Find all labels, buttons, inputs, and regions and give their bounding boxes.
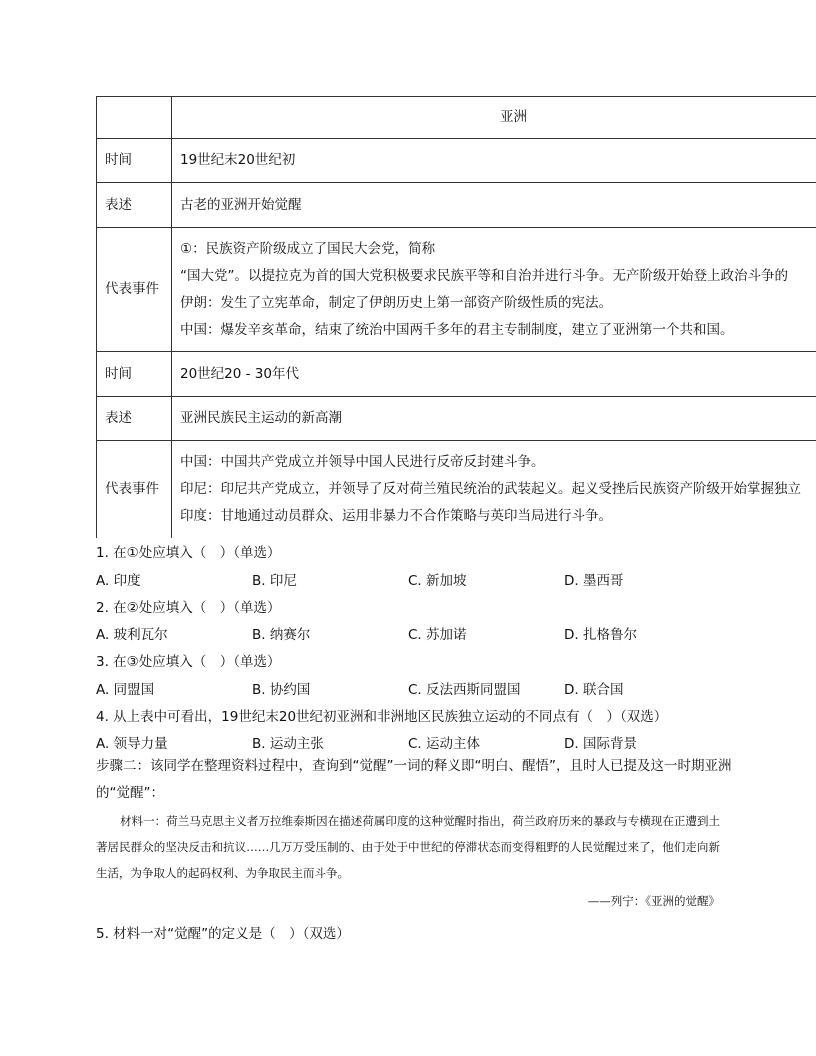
material-one: 材料一：荷兰马克思主义者万拉维泰斯因在描述荷属印度的这种觉醒时指出，荷兰政府历来的暴政与专横现在正遭到土著居民群众的坚决反击和抗议……几万万受压制的、由于处于中世纪的停滞状态而变得粗野的人民觉醒过来了，他们走向新生活，为争取人的起码权利、为争取民主而斗争。	[96, 814, 720, 880]
table-row	[97, 228, 816, 352]
row-label: 表述	[97, 183, 172, 228]
option-a[interactable]: A. 印度	[96, 573, 141, 589]
question-1: 1. 在①处应填入（ ）（单选）	[96, 545, 281, 561]
option-d[interactable]: D. 国际背景	[564, 736, 637, 752]
option-d[interactable]: D. 联合国	[564, 682, 624, 698]
row-events	[172, 228, 816, 352]
table-header-asia: 亚洲	[172, 97, 816, 139]
option-c[interactable]: C. 运动主体	[408, 736, 481, 752]
option-d[interactable]: D. 扎格鲁尔	[564, 627, 637, 643]
option-b[interactable]: B. 协约国	[252, 682, 311, 698]
table-header-row	[97, 97, 816, 139]
option-b[interactable]: B. 运动主张	[252, 736, 324, 752]
row-value: 亚洲民族民主运动的新高潮	[172, 397, 816, 441]
row-label: 时间	[97, 139, 172, 183]
row-events	[172, 441, 816, 539]
option-a[interactable]: A. 同盟国	[96, 682, 155, 698]
question-3-options	[96, 678, 816, 698]
option-a[interactable]: A. 玻利瓦尔	[96, 627, 168, 643]
table-row	[97, 183, 816, 228]
event-line: 中国：爆发辛亥革命，结束了统治中国两千多年的君主专制制度，建立了亚洲第一个共和国。	[180, 321, 734, 338]
row-label: 代表事件	[97, 441, 172, 539]
question-5: 5. 材料一对“觉醒”的定义是（ ）（双选）	[96, 926, 350, 942]
option-c[interactable]: C. 反法西斯同盟国	[408, 682, 521, 698]
table-row	[97, 441, 816, 539]
table-row	[97, 352, 816, 397]
table-row	[97, 139, 816, 183]
row-value: 20世纪20 - 30年代	[172, 352, 816, 397]
question-1-options	[96, 569, 816, 589]
event-line: 印尼：印尼共产党成立，并领导了反对荷兰殖民统治的武装起义。起义受挫后民族资产阶级开始掌握独立	[180, 481, 801, 497]
event-line: ①：民族资产阶级成立了国民大会党，简称	[180, 240, 436, 257]
option-c[interactable]: C. 苏加诺	[408, 627, 467, 643]
question-2-options	[96, 623, 816, 643]
row-label: 时间	[97, 352, 172, 397]
question-2: 2. 在②处应填入（ ）（单选）	[96, 600, 281, 616]
header-empty-cell	[97, 97, 172, 139]
option-a[interactable]: A. 领导力量	[96, 736, 168, 752]
asia-history-table	[96, 96, 816, 538]
option-d[interactable]: D. 墨西哥	[564, 573, 624, 589]
event-line: 伊朗：发生了立宪革命，制定了伊朗历史上第一部资产阶级性质的宪法。	[180, 294, 612, 311]
question-3: 3. 在③处应填入（ ）（单选）	[96, 654, 281, 670]
row-label: 代表事件	[97, 228, 172, 352]
question-4: 4. 从上表中可看出，19世纪末20世纪初亚洲和非洲地区民族独立运动的不同点有（ ）（双选）	[96, 709, 668, 725]
row-value: 19世纪末20世纪初	[172, 139, 816, 183]
option-b[interactable]: B. 纳赛尔	[252, 627, 311, 643]
row-value: 古老的亚洲开始觉醒	[172, 183, 816, 228]
material-source: ——列宁：《亚洲的觉醒》	[587, 894, 720, 908]
event-line: “国大党”。以提拉克为首的国大党积极要求民族平等和自治并进行斗争。无产阶级开始登上政治斗争的	[180, 267, 788, 284]
event-line: 中国：中国共产党成立并领导中国人民进行反帝反封建斗争。	[180, 454, 545, 470]
table-row	[97, 397, 816, 441]
step-2-text: 步骤二：该同学在整理资料过程中，查询到“觉醒”一词的释义即“明白、醒悟”，且时人已提及这一时期亚洲的“觉醒”：	[96, 758, 732, 801]
question-4-options	[96, 732, 816, 752]
option-c[interactable]: C. 新加坡	[408, 573, 467, 589]
event-line: 印度：甘地通过动员群众、运用非暴力不合作策略与英印当局进行斗争。	[180, 508, 612, 524]
option-b[interactable]: B. 印尼	[252, 573, 297, 589]
history-table-container	[96, 96, 816, 538]
row-label: 表述	[97, 397, 172, 441]
